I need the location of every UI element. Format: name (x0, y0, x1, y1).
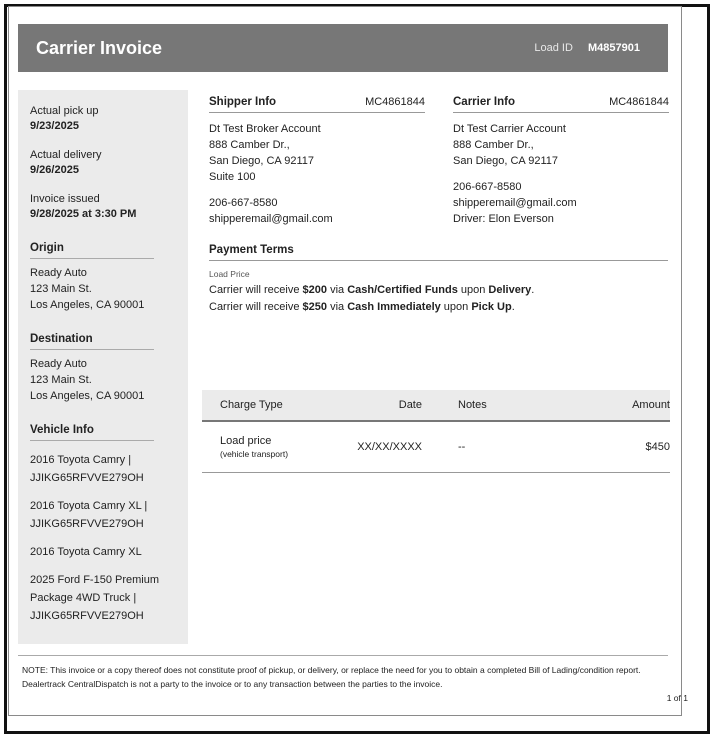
vehicle-section (30, 424, 176, 625)
vehicle-item: 2016 Toyota Camry XL (30, 546, 142, 558)
carrier-id: MC4861844 (609, 96, 669, 108)
charges-table-header: Charge Type Date Notes Amount (202, 390, 670, 422)
payment-terms-subheading: Load Price (209, 269, 250, 279)
origin-section: Origin Ready Auto 123 Main St. Los Angeles, CA 90001 (30, 242, 176, 313)
page-title: Carrier Invoice (36, 37, 163, 58)
carrier-heading: Carrier Info (453, 96, 515, 108)
invoice-issued-date: Invoice issued 9/28/2025 at 3:30 PM (30, 193, 137, 220)
shipper-info: Shipper Info MC4861844 Dt Test Broker Account 888 Camber Dr., San Diego, CA 92117 Suite 100 206-667-8580 shipperemail@gmail.com (209, 96, 425, 225)
shipper-heading: Shipper Info (209, 96, 277, 108)
payment-term-line: Carrier will receive $200 via Cash/Certified Funds upon Delivery. (209, 284, 535, 296)
carrier-phone: 206-667-8580 (453, 181, 522, 193)
load-id-label: Load ID (534, 42, 573, 54)
invoice-header (18, 24, 668, 72)
vehicle-item: 2016 Toyota Camry XL | JJIKG65RFVVE279OH (30, 500, 148, 530)
shipper-phone: 206-667-8580 (209, 197, 278, 209)
carrier-info: Carrier Info MC4861844 Dt Test Carrier Account 888 Camber Dr., San Diego, CA 92117 206-667-8580 shipperemail@gmail.com Driver: Elon Everson (453, 96, 669, 225)
vehicle-heading: Vehicle Info (30, 424, 154, 441)
payment-terms (209, 244, 668, 316)
shipper-email: shipperemail@gmail.com (209, 213, 333, 225)
payment-terms-heading: Payment Terms (209, 244, 668, 261)
shipper-id: MC4861844 (365, 96, 425, 108)
load-id-value: M4857901 (588, 42, 640, 54)
load-id (534, 42, 640, 54)
vehicle-item: 2025 Ford F-150 Premium Package 4WD Truck | JJIKG65RFVVE279OH (30, 574, 159, 622)
legal-note: NOTE: This invoice or a copy thereof does not constitute proof of pickup, or delivery, or replace the need for you to obtain a completed Bill of Lading/condition report. Dealertrack CentralDispatch is not a party to the invoice or to any transaction between the parties to the invoice. (18, 655, 668, 691)
pickup-date: Actual pick up 9/23/2025 (30, 105, 99, 132)
carrier-email: shipperemail@gmail.com (453, 197, 577, 209)
delivery-date: Actual delivery 9/26/2025 (30, 149, 102, 176)
table-row: Load price (vehicle transport) XX/XX/XXXX -- $450 (202, 422, 670, 473)
origin-heading: Origin (30, 242, 154, 259)
payment-term-line: Carrier will receive $250 via Cash Immediately upon Pick Up. (209, 301, 515, 313)
sidebar (18, 90, 188, 644)
destination-heading: Destination (30, 333, 154, 350)
page-number: 1 of 1 (666, 693, 688, 703)
charges-table (202, 390, 670, 473)
destination-section: Destination Ready Auto 123 Main St. Los Angeles, CA 90001 (30, 333, 176, 404)
carrier-driver: Driver: Elon Everson (453, 213, 554, 225)
vehicle-item: 2016 Toyota Camry | JJIKG65RFVVE279OH (30, 454, 144, 484)
